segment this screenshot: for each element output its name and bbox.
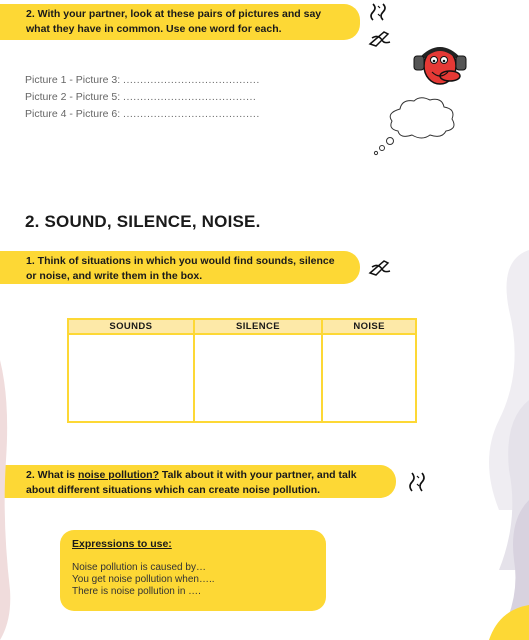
- picture-pair-2: [25, 91, 256, 103]
- column-header-noise: NOISE: [322, 319, 416, 334]
- thought-bubble-icon: [372, 95, 462, 157]
- picture-pair-3: [25, 108, 260, 120]
- background-decoration-right: [469, 250, 529, 640]
- table-row: [68, 334, 416, 422]
- column-header-sounds: SOUNDS: [68, 319, 194, 334]
- speaking-icon: [408, 471, 430, 493]
- answer-cell-noise[interactable]: [322, 334, 416, 422]
- picture-pair-label: Picture 2 - Picture 5:: [25, 91, 121, 103]
- instruction-line-1: 2. With your partner, look at these pairs of pictures and say: [26, 8, 322, 20]
- instruction-line-1: [26, 468, 384, 483]
- answer-blank[interactable]: ........................................: [123, 108, 260, 120]
- sounds-silence-noise-table: [67, 318, 417, 423]
- writing-hand-icon: [368, 28, 392, 48]
- instruction-text: 2. What is: [26, 469, 78, 481]
- section-title: 2. SOUND, SILENCE, NOISE.: [25, 212, 261, 231]
- background-decoration-left: [0, 360, 12, 640]
- instruction-sound-situations: [0, 251, 360, 284]
- table-header-row: [68, 319, 416, 334]
- instruction-line-1: 1. Think of situations in which you would find sounds, silence: [26, 255, 335, 267]
- expressions-box: [60, 530, 326, 611]
- answer-cell-sounds[interactable]: [68, 334, 194, 422]
- column-header-silence: SILENCE: [194, 319, 322, 334]
- writing-hand-icon: [368, 257, 392, 277]
- instruction-text: Talk about it with your partner, and talk: [159, 469, 357, 481]
- instruction-pair-pictures: [0, 4, 360, 40]
- answer-blank[interactable]: .......................................: [123, 91, 257, 103]
- speaking-icon: [369, 2, 391, 22]
- instruction-line-2: about different situations which can create noise pollution.: [26, 484, 321, 496]
- instruction-line-2: what they have in common. Use one word for each.: [26, 23, 282, 35]
- instruction-noise-pollution: [0, 465, 396, 498]
- instruction-line-2: or noise, and write them in the box.: [26, 270, 203, 282]
- picture-pair-1: [25, 74, 260, 86]
- noise-pollution-term: noise pollution?: [77, 469, 160, 481]
- headphones-mascot-icon: [412, 40, 470, 90]
- picture-pair-label: Picture 4 - Picture 6:: [25, 108, 121, 120]
- answer-cell-silence[interactable]: [194, 334, 322, 422]
- picture-pair-label: Picture 1 - Picture 3:: [25, 74, 121, 86]
- expression-line: Noise pollution is caused by…: [72, 562, 206, 573]
- expression-line: You get noise pollution when…..: [72, 574, 215, 585]
- answer-blank[interactable]: ........................................: [123, 74, 260, 86]
- expression-line: There is noise pollution in ….: [72, 586, 201, 597]
- expressions-title: Expressions to use:: [72, 538, 172, 550]
